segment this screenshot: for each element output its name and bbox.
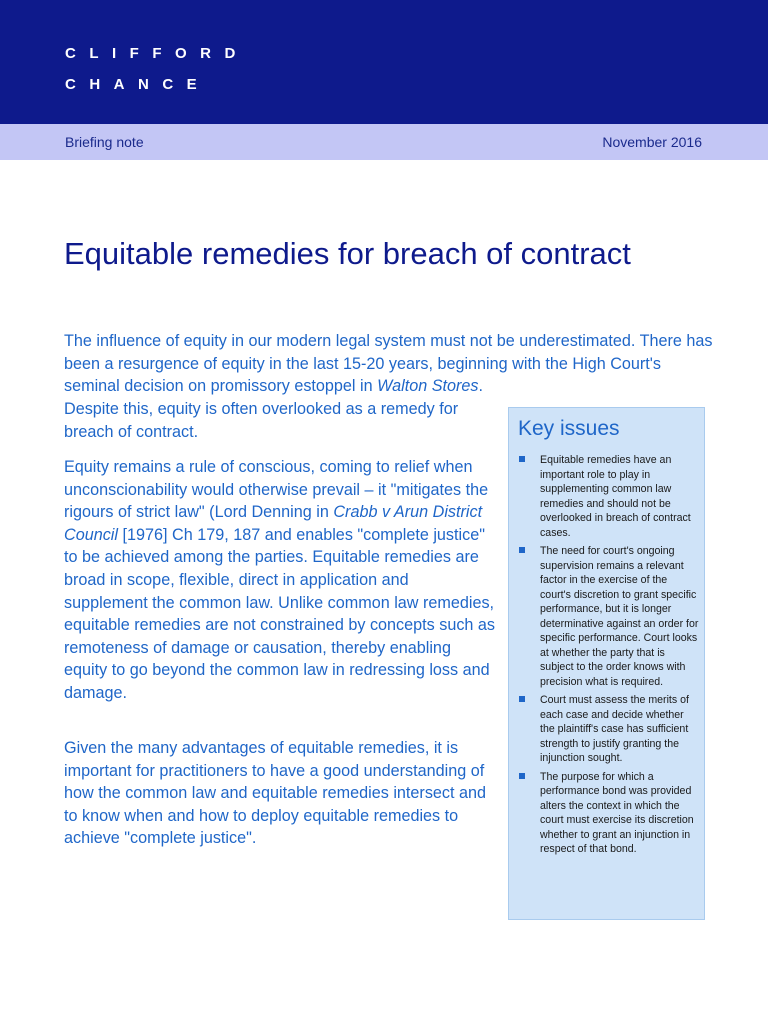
intro-paragraph [64, 330, 714, 398]
key-issue-item [518, 453, 700, 540]
key-issue-item [518, 544, 700, 689]
page-title: Equitable remedies for breach of contract [64, 236, 631, 271]
key-issue-item [518, 770, 700, 857]
intro-text: The influence of equity in our modern legal system must not be underestimated. There has been a resurgence of equity in the last 15-20 years, beginning with the High Court's seminal decision on promissory estoppel in [64, 332, 713, 396]
square-bullet-icon [519, 547, 525, 553]
para1-text-a: Equity remains a rule of conscious, coming to relief when unconscionability would otherwise prevail – it "mitigates the rigours of strict law" (Lord Denning in [64, 458, 489, 522]
square-bullet-icon [519, 696, 525, 702]
key-issue-text: The purpose for which a performance bond was provided alters the context in which the court must exercise its discretion whether to grant an injunction in respect of that bond. [540, 770, 694, 855]
intro-paragraph-2: Despite this, equity is often overlooked as a remedy for breach of contract. [64, 400, 459, 441]
para1-text-b: [1976] Ch 179, 187 and enables "complete justice" to be achieved among the parties. Equitable remedies are broad in scope, flexible, direct in application and supplement the common law. Unlike common law remedies, equitable remedies are not constrained by concepts such as remoteness of damage or causation, thereby enabling equity to go beyond the common law in redressing loss and damage. [64, 525, 496, 702]
clifford-chance-logo [65, 38, 249, 100]
square-bullet-icon [519, 456, 525, 462]
key-issues-heading: Key issues [518, 417, 620, 440]
key-issues-box [508, 407, 705, 920]
body-paragraph-2: Given the many advantages of equitable remedies, it is important for practitioners to have a good understanding of how the common law and equitable remedies intersect and to know when and how to deploy equitable remedies to achieve "complete justice". [64, 739, 487, 848]
publication-date: November 2016 [602, 134, 702, 150]
intro-end: . [478, 377, 483, 396]
case-name-walton: Walton Stores [377, 377, 479, 396]
logo-line-1: CLIFFORD [65, 45, 249, 62]
key-issue-text: Equitable remedies have an important role to play in supplementing common law remedies and should not be overlooked in breach of contract cases. [540, 454, 691, 539]
key-issues-list [518, 453, 700, 861]
square-bullet-icon [519, 773, 525, 779]
body-paragraph-1 [64, 456, 496, 705]
key-issue-item [518, 693, 700, 766]
header-banner [0, 0, 768, 124]
case-name-crabb: Crabb v Arun District Council [64, 503, 483, 544]
briefing-bar [0, 124, 768, 160]
key-issue-text: Court must assess the merits of each case and decide whether the plaintiff's case has sufficient strength to justify granting the injunction sought. [540, 694, 689, 764]
key-issue-text: The need for court's ongoing supervision remains a relevant factor in the exercise of the court's discretion to grant specific performance, but it is longer determinative against an order for specific performance. Court looks at whether the party that is subject to the order knows with precision what is required. [540, 545, 699, 688]
logo-line-2: CHANCE [65, 76, 211, 93]
document-type: Briefing note [65, 134, 144, 150]
